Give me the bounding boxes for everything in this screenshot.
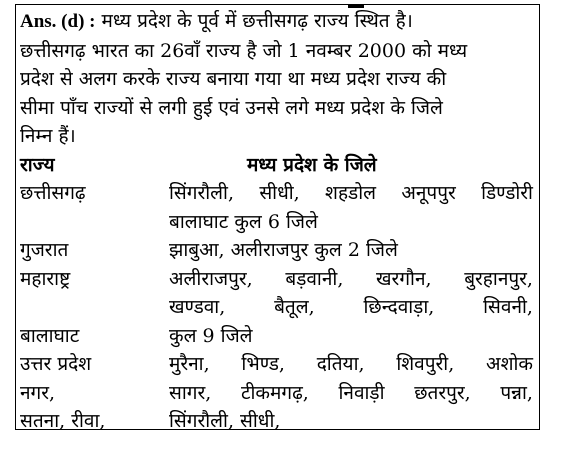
table-body (20, 179, 533, 436)
district-name: पन्ना, (500, 381, 533, 404)
answer-line-5: निम्न हैं। (20, 125, 76, 147)
table-row (20, 208, 533, 237)
table-row (20, 265, 533, 294)
header-state: राज्य (20, 153, 55, 176)
table-row (20, 293, 533, 322)
answer-line-3: प्रदेश से अलग करके राज्य बनाया गया था मध्य प्रदेश राज्य की (20, 68, 447, 90)
district-name: मुरैना, (169, 353, 210, 375)
table-row (20, 407, 533, 436)
state-cell: सतना, रीवा, (20, 410, 106, 432)
top-border-mark (348, 5, 364, 8)
district-name: शहडोल (325, 182, 377, 204)
district-name: बड़वानी, (285, 267, 344, 290)
state-cell: गुजरात (20, 239, 69, 261)
district-name: टीकमगढ़, (240, 381, 309, 404)
table-row (20, 322, 533, 351)
district-name: अनूपपुर (401, 182, 456, 204)
districts-cell: कुल 9 जिले (169, 324, 253, 347)
state-cell: महाराष्ट्र (20, 267, 71, 290)
districts-cell (169, 179, 533, 208)
header-districts: मध्य प्रदेश के जिले (247, 153, 377, 176)
state-cell: छत्तीसगढ़ (20, 182, 86, 204)
state-cell: नगर, (20, 381, 56, 404)
district-name: बैतूल, (274, 296, 315, 318)
district-name: भिण्ड, (241, 353, 285, 375)
answer-line-4: सीमा पाँच राज्यों से लगी हुई एवं उनसे लगे मध्य प्रदेश के जिले (20, 96, 443, 119)
answer-text-1: मध्य प्रदेश के पूर्व में छत्तीसगढ़ राज्य स्थित है। (101, 10, 413, 32)
district-name: डिण्डोरी (481, 182, 533, 204)
districts-cell (169, 379, 533, 408)
districts-cell (169, 265, 533, 294)
state-cell: बालाघाट (20, 324, 80, 347)
table-row (20, 379, 533, 408)
district-name: दतिया, (316, 353, 365, 375)
table-row (20, 236, 533, 265)
answer-line-1 (20, 7, 533, 37)
district-name: छिन्दवाड़ा, (363, 296, 435, 318)
districts-cell: बालाघाट कुल 6 जिले (169, 210, 318, 233)
district-name: अशोक (486, 353, 533, 375)
answer-label: Ans. (d) : (20, 11, 96, 32)
district-name: सिंगरौली, (169, 182, 234, 204)
district-name: खरगौन, (376, 267, 432, 290)
table-header-row (20, 151, 533, 180)
district-name: अलीराजपुर, (169, 267, 253, 290)
districts-cell: झाबुआ, अलीराजपुर कुल 2 जिले (169, 239, 398, 261)
districts-cell (169, 350, 533, 379)
state-cell (20, 208, 169, 237)
answer-paragraph (20, 7, 533, 151)
district-name: छतरपुर, (414, 381, 471, 404)
district-name: बुरहानपुर, (464, 267, 533, 290)
district-name: निवाड़ी (338, 381, 385, 404)
district-name: सागर, (169, 381, 212, 404)
state-cell: उत्तर प्रदेश (20, 353, 92, 375)
answer-box (15, 4, 540, 430)
district-name: शिवपुरी, (396, 353, 455, 375)
answer-line-2: छत्तीसगढ़ भारत का 26वाँ राज्य है जो 1 नवम्बर 2000 को मध्य (20, 39, 468, 62)
table-row (20, 350, 533, 379)
districts-cell (169, 293, 533, 322)
districts-cell: सिंगरौली, सीधी, (169, 410, 281, 432)
district-name: खण्डवा, (169, 296, 226, 318)
table-row (20, 179, 533, 208)
state-cell (20, 293, 169, 322)
district-name: सिवनी, (483, 296, 533, 318)
district-name: सीधी, (259, 182, 300, 204)
districts-table (20, 151, 533, 436)
